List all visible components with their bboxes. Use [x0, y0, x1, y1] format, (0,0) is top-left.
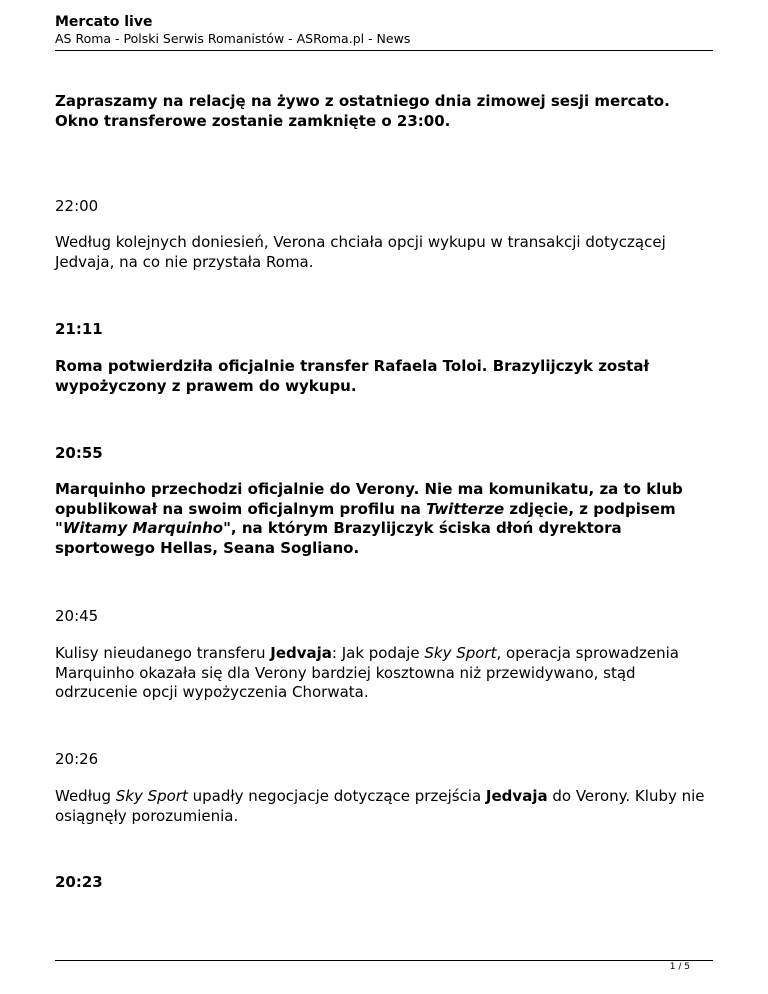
text-run: do Verony. Kluby nie osiągnęły porozumienia. [55, 787, 705, 825]
entry-time-2026: 20:26 [55, 750, 99, 768]
player-name: Jedvaja [485, 787, 548, 805]
header-divider [55, 50, 713, 51]
page-number: 1 / 5 [669, 962, 690, 972]
text-run: , operacja sprowadzenia Marquinho okazała się dla Verony bardziej kosztowna niż przewidywano, stąd odrzucenie opcji wypożyczenia Chorwata. [55, 644, 679, 701]
entry-time-2111: 21:11 [55, 320, 103, 338]
source-name: Sky Sport [424, 644, 497, 662]
entry-time-2200: 22:00 [55, 197, 99, 215]
text-run: upadły negocjacje dotyczące przejścia [187, 787, 486, 805]
source-name: Sky Sport [115, 787, 188, 805]
footer-divider [55, 960, 713, 961]
entry-text-2200: Według kolejnych doniesień, Verona chciała opcji wykupu w transakcji dotyczącej Jedvaja, na co nie przystała Roma. [55, 233, 666, 271]
entry-time-2023: 20:23 [55, 873, 103, 891]
header-title: Mercato live [55, 14, 153, 30]
quote-text: Witamy Marquinho [62, 519, 224, 537]
entry-time-2055: 20:55 [55, 444, 103, 462]
page-header [55, 14, 713, 47]
player-name: Jedvaja [270, 644, 332, 662]
entry-text-2026 [55, 787, 715, 826]
entry-text-2045 [55, 644, 715, 703]
text-run: : Jak podaje [331, 644, 425, 662]
text-run: ", na którym Brazylijczyk ściska dłoń dyrektora sportowego Hellas, Seana Sogliano. [55, 519, 622, 557]
header-subtitle: AS Roma - Polski Serwis Romanistów - ASRoma.pl - News [55, 31, 411, 46]
text-run: zdjęcie, z podpisem " [55, 499, 676, 537]
entry-text-2111: Roma potwierdziła oficjalnie transfer Rafaela Toloi. Brazylijczyk został wypożyczony z prawem do wykupu. [55, 357, 650, 395]
text-run: Marquinho przechodzi oficjalnie do Verony. Nie ma komunikatu, za to klub opublikował na swoim oficjalnym profilu na [55, 480, 683, 518]
text-run: Kulisy nieudanego transferu [55, 644, 271, 662]
entry-text-2055 [55, 480, 715, 558]
entry-time-2045: 20:45 [55, 607, 99, 625]
text-run: Według [55, 787, 116, 805]
twitter-link-text: Twitterze [426, 499, 505, 518]
intro-paragraph: Zapraszamy na relację na żywo z ostatniego dnia zimowej sesji mercato. Okno transferowe zostanie zamknięte o 23:00. [55, 92, 670, 130]
